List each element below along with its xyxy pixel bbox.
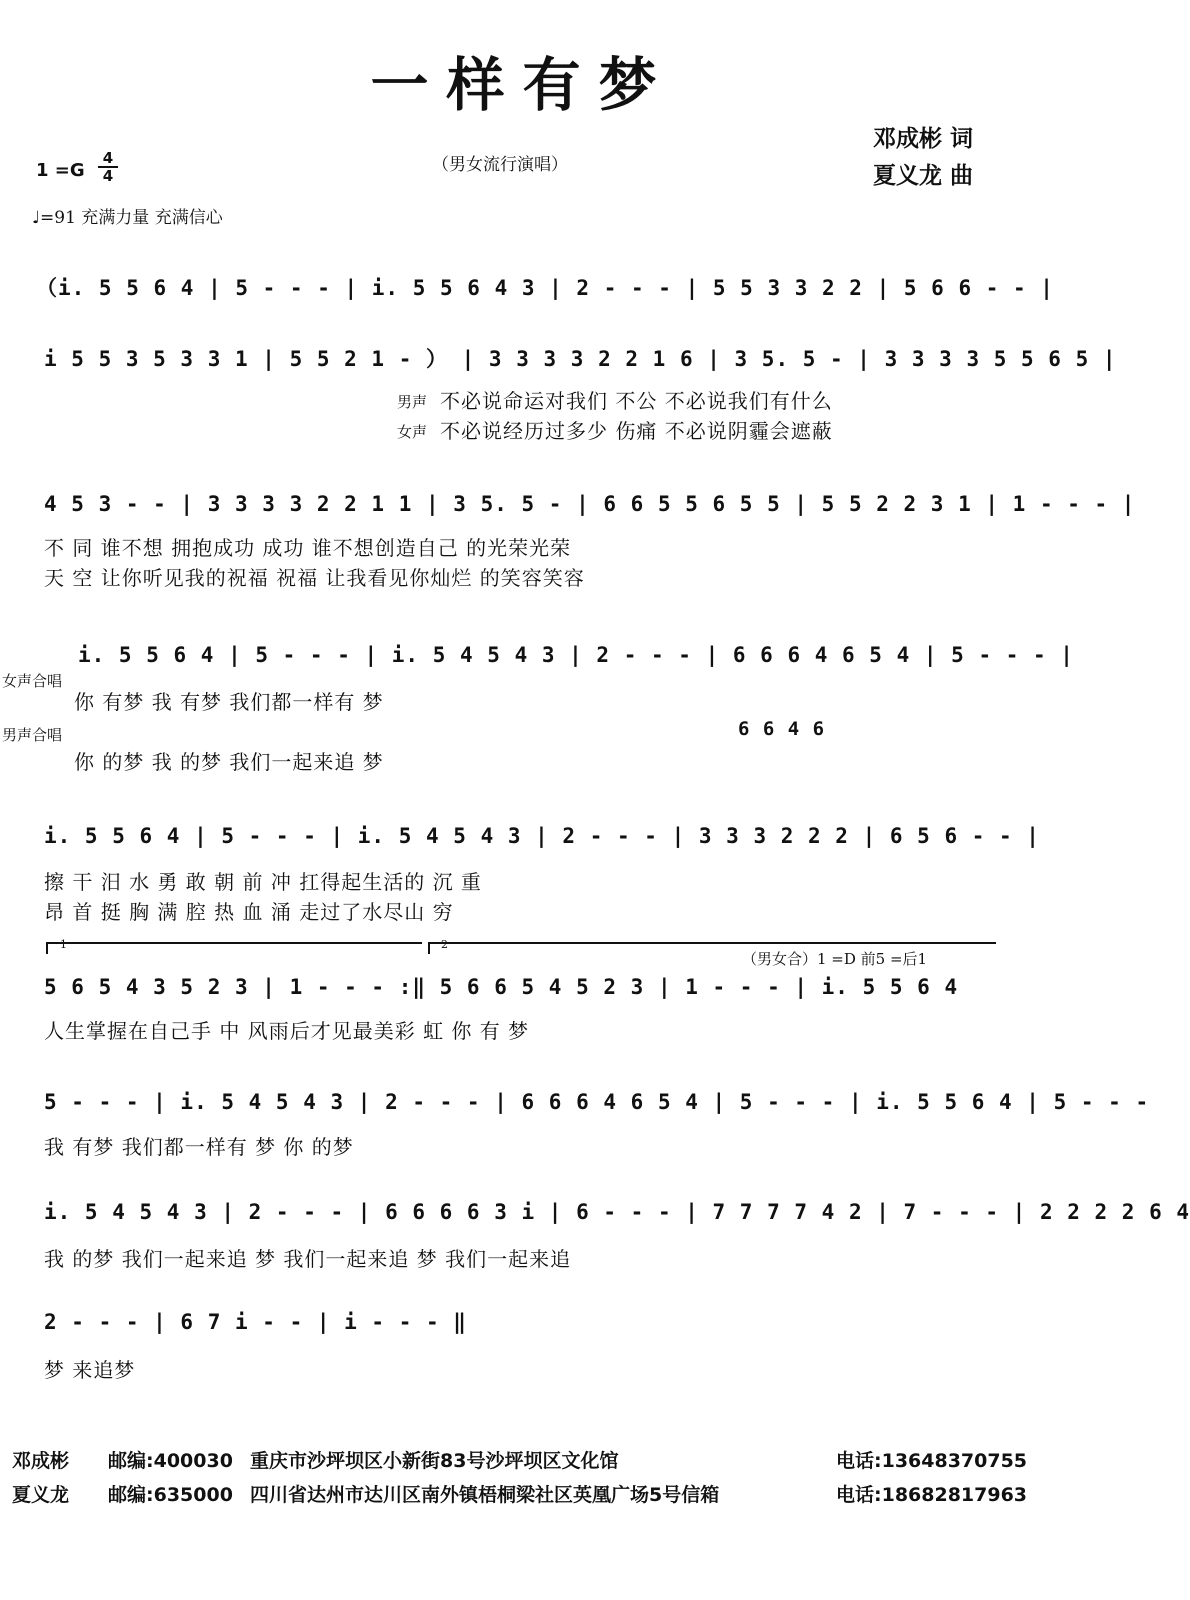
footer-row-2-phone: 电话:18682817963 — [836, 1484, 1028, 1506]
system-9-notes: 2 - - - | 6 7 i - - | i - - - ‖ — [44, 1310, 467, 1334]
footer-row-1-name: 邓成彬 — [12, 1450, 70, 1472]
time-signature-bottom: 4 — [98, 166, 118, 184]
system-5-lyrics-1: 擦 干 汨 水 勇 敢 朝 前 冲 扛得起生活的 沉 重 — [44, 870, 482, 894]
composer-credit: 夏义龙 曲 — [873, 163, 974, 189]
footer-row-2-address: 四川省达州市达川区南外镇梧桐梁社区英凰广场5号信箱 — [250, 1484, 720, 1506]
system-9-lyrics: 梦 来追梦 — [44, 1358, 136, 1382]
system-3-notes: 4 5 3 - - | 3 3 3 3 2 2 1 1 | 3 5. 5 - | 6 6 5 5 6 5 5 | 5 5 2 2 3 1 | 1 - - - | — [44, 492, 1136, 516]
system-4-notes: i. 5 5 6 4 | 5 - - - | i. 5 4 5 4 3 | 2 - - - | 6 6 6 4 6 5 4 | 5 - - - | — [78, 643, 1074, 667]
system-4-alt-notes: 6 6 4 6 — [738, 718, 826, 740]
performance-subtitle: （男女流行演唱） — [432, 155, 568, 175]
system-7-lyrics: 我 有梦 我们都一样有 梦 你 的梦 — [44, 1135, 354, 1159]
footer-row-2-name: 夏义龙 — [12, 1484, 70, 1506]
system-3-lyrics-2: 天 空 让你听见我的祝福 祝福 让我看见你灿烂 的笑容笑容 — [44, 566, 585, 590]
system-4-female-lyrics: 你 有梦 我 有梦 我们都一样有 梦 — [74, 690, 384, 714]
time-signature-top: 4 — [102, 149, 114, 167]
system-6-notes: 5 6 5 4 3 5 2 3 | 1 - - - :‖ 5 6 6 5 4 5 2 3 | 1 - - - | i. 5 5 6 4 — [44, 975, 959, 999]
system-2-male-label: 男声 — [397, 393, 428, 411]
volta-1-bracket — [46, 942, 422, 954]
modulation-marking: （男女合）1 =D 前5 =后1 — [742, 950, 928, 968]
system-8-notes: i. 5 4 5 4 3 | 2 - - - | 6 6 6 6 3 i | 6 - - - | 7 7 7 7 4 2 | 7 - - - | 2 2 2 2 6 4 — [44, 1200, 1190, 1224]
footer-row-1-phone: 电话:13648370755 — [836, 1450, 1028, 1472]
key-signature: 1 =G — [36, 160, 85, 181]
system-2-male-lyrics: 不必说命运对我们 不公 不必说我们有什么 — [440, 389, 833, 413]
system-4-male-lyrics: 你 的梦 我 的梦 我们一起来追 梦 — [74, 750, 384, 774]
system-6-lyrics: 人生掌握在自己手 中 风雨后才见最美彩 虹 你 有 梦 — [44, 1019, 530, 1043]
system-5-notes: i. 5 5 6 4 | 5 - - - | i. 5 4 5 4 3 | 2 - - - | 3 3 3 2 2 2 | 6 5 6 - - | — [44, 824, 1040, 848]
volta-2-number: 2 — [441, 938, 448, 951]
footer-row-2-postcode: 邮编:635000 — [108, 1484, 233, 1506]
system-3-lyrics-1: 不 同 谁不想 拥抱成功 成功 谁不想创造自己 的光荣光荣 — [44, 536, 572, 560]
male-chorus-label: 男声合唱 — [2, 726, 63, 744]
time-signature — [98, 150, 118, 184]
system-8-lyrics: 我 的梦 我们一起来追 梦 我们一起来追 梦 我们一起来追 — [44, 1247, 572, 1271]
system-1-notes: （i. 5 5 6 4 | 5 - - - | i. 5 5 6 4 3 | 2 - - - | 5 5 3 3 2 2 | 5 6 6 - - | — [36, 276, 1054, 300]
volta-1-number: 1 — [60, 938, 67, 951]
system-2-notes: i 5 5 3 5 3 3 1 | 5 5 2 1 - ） | 3 3 3 3 2 2 1 6 | 3 5. 5 - | 3 3 3 3 5 5 6 5 | — [44, 347, 1117, 371]
system-5-lyrics-2: 昂 首 挺 胸 满 腔 热 血 涌 走过了水尽山 穷 — [44, 900, 454, 924]
system-7-notes: 5 - - - | i. 5 4 5 4 3 | 2 - - - | 6 6 6 4 6 5 4 | 5 - - - | i. 5 5 6 4 | 5 - - - — [44, 1090, 1150, 1114]
female-chorus-label: 女声合唱 — [2, 672, 63, 690]
footer-row-1-postcode: 邮编:400030 — [108, 1450, 233, 1472]
footer-row-1-address: 重庆市沙坪坝区小新街83号沙坪坝区文化馆 — [250, 1450, 619, 1472]
lyricist-credit: 邓成彬 词 — [873, 126, 974, 152]
system-2-female-label: 女声 — [397, 423, 428, 441]
song-title: 一样有梦 — [370, 51, 675, 119]
system-2-female-lyrics: 不必说经历过多少 伤痛 不必说阴霾会遮蔽 — [440, 419, 833, 443]
tempo-marking: ♩=91 充满力量 充满信心 — [32, 208, 223, 228]
